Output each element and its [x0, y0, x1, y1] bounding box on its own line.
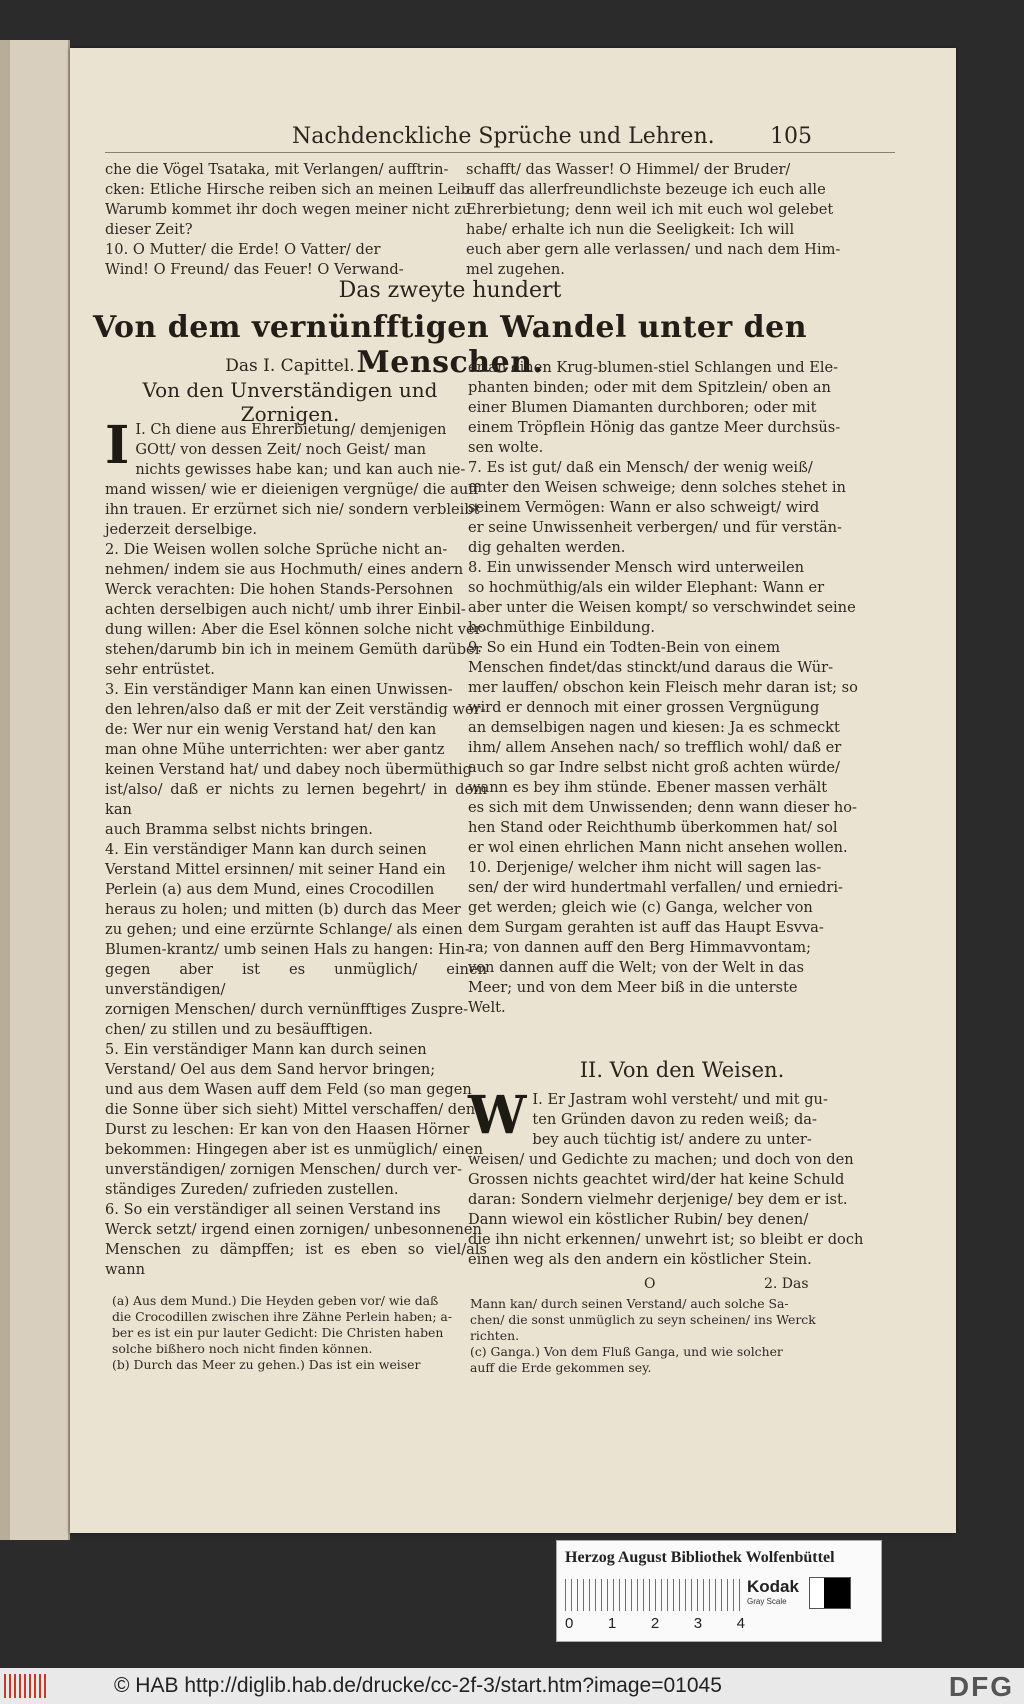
gray-swatch — [809, 1577, 851, 1609]
catchword: 2. Das — [764, 1276, 809, 1292]
right-column-section-two — [468, 1085, 896, 1270]
footnotes-right: Mann kan/ durch seinen Verstand/ auch solche Sa- chen/ die sonst unmüglich zu seyn scheinen/ ins Werck richten. (c) Ganga.) Von dem Fluß Ganga, und wie solcher auff die Erde gekommen sey. — [470, 1296, 816, 1375]
ruler-scale — [565, 1579, 745, 1611]
chapter-label: Das I. Capittel. — [225, 356, 355, 376]
footer-bar — [0, 1668, 1024, 1704]
chapter-heading — [105, 356, 475, 426]
ruler-number: 1 — [607, 1615, 617, 1632]
left-column-body: I. Ch diene aus Ehrerbietung/ demjenigen GOtt/ von dessen Zeit/ noch Geist/ man nichts gewisses habe kan; und kan auch nie- mand wissen/ wie er dieienigen vergnüge/ die auff ihn trauen. Er erzürnet sich nie/ sondern verbleibt jederzeit derselbige. 2. Die Weisen wollen solche Sprüche nicht an- nehmen/ indem sie aus Hochmuth/ eines andern Werck verachten: Die hohen Stands-Persohnen achten derselbigen auch nicht/ umb ihrer Einbil- dung willen: Aber die Esel können solche nicht ver- stehen/darumb bin ich in meinem Gemüth darüber sehr entrüstet. 3. Ein verständiger Mann kan einen Unwissen- den lehren/also daß er mit der Zeit verständig wer- de: Wer nur ein wenig Verstand hat/ den kan man ohne Mühe unterrichten: wer aber gantz keinen Verstand hat/ und dabey noch übermüthig ist/also/ daß er nichts zu lernen begehrt/ in dem kan auch Bramma selbst nichts bringen. 4. Ein verständiger Mann kan durch seinen Verstand Mittel ersinnen/ mit seiner Hand ein Perlein (a) aus dem Mund, eines Crocodillen heraus zu holen; und mitten (b) durch das Meer zu gehen; und eine erzürnte Schlange/ als einen Blumen-krantz/ umb seinen Hals zu hangen: Hin- gegen aber ist es unmüglich/ einen unverständigen/ zornigen Menschen/ durch vernünfftiges Zuspre- chen/ zu stillen und zu besäufftigen. 5. Ein verständiger Mann kan durch seinen Verstand/ Oel aus dem Sand hervor bringen; und aus dem Wasen auff dem Feld (so man gegen die Sonne über sich sieht) Mittel verschaffen/ den Durst zu leschen: Er kan von den Haasen Hörner bekommen: Hingegen aber ist es unmüglich/ einen unverständigen/ zornigen Menschen/ durch ver- ständiges Zureden/ zufrieden zustellen. 6. So ein verständiger all seinen Verstand ins Werck setzt/ irgend einen zornigen/ unbesonnenen Menschen zu dämpffen; ist es eben so viel/als wann — [105, 421, 487, 1278]
drop-cap-w: W — [468, 1085, 527, 1146]
ruler-number: 4 — [736, 1615, 745, 1632]
ruler-number: 2 — [650, 1615, 660, 1632]
footnotes-left: (a) Aus dem Mund.) Die Heyden geben vor/ wie daß die Crocodillen zwischen ihre Zähne Perlein haben; a- ber es ist ein pur lauter Gedicht: Die Christen haben solche bißhero noch nicht finden können. (b) Durch das Meer zu gehen.) Das ist ein weiser — [112, 1293, 453, 1372]
section-heading: II. Von den Weisen. — [579, 1058, 785, 1082]
page-number: 105 — [770, 124, 812, 149]
top-left-text: che die Vögel Tsataka, mit Verlangen/ aufftrin- cken: Etliche Hirsche reiben sich an meinen Leib: Warumb kommet ihr doch wegen meiner nicht zu dieser Zeit? 10. O Mutter/ die Erde! O Vatter/ der Wind! O Freund/ das Feuer! O Verwand- — [105, 161, 475, 278]
signature-mark: O — [644, 1276, 656, 1292]
color-calibration-card — [556, 1540, 882, 1642]
ruler-numbers — [565, 1615, 745, 1632]
ruler-number: 0 — [565, 1615, 574, 1632]
kodak-logo: Kodak — [747, 1577, 799, 1596]
left-column-text — [105, 415, 487, 1280]
page-edge-shadow — [0, 40, 10, 1540]
dfg-logo: DFG — [948, 1671, 1014, 1702]
right-column-text: er an einen Krug-blumen-stiel Schlangen und Ele- phanten binden; oder mit dem Spitzlein/ oben an einer Blumen Diamanten durchboren; oder mit einem Tröpflein Hönig das gantze Meer durchsüs- sen wolte. 7. Es ist gut/ daß ein Mensch/ der wenig weiß/ unter den Weisen schweige; denn solches stehet in seinem Vermögen: Wann er also schweigt/ wird er seine Unwissenheit verbergen/ und für verstän- dig gehalten werden. 8. Ein unwissender Mensch wird unterweilen so hochmüthig/als ein wilder Elephant: Wann er aber unter die Weisen kompt/ so verschwindet seine hochmüthige Einbildung. 9. So ein Hund ein Todten-Bein von einem Menschen findet/das stinckt/und daraus die Wür- mer lauffen/ obschon kein Fleisch mehr daran ist; so wird er dennoch mit einer grossen Vergnügung an demselbigen nagen und kiesen: Ja es schmeckt ihm/ allem Ansehen nach/ so trefflich wohl/ daß er auch so gar Indre selbst nicht groß achten würde/ wann es bey ihm stünde. Ebener massen verhält es sich mit dem Unwissenden; denn wann dieser ho- hen Stand oder Reichthumb überkommen hat/ sol er wol einen ehrlichen Mann nicht ansehen wollen. 10. Derjenige/ welcher ihm nicht will sagen las- sen/ der wird hundertmahl verfallen/ und erniedri- get werden; gleich wie (c) Ganga, welcher von dem Surgam gerahten ist auff das Haupt Esvva- ra; von dannen auff den Berg Himmavvontam; von dannen auff die Welt; von der Welt in das Meer; und von dem Meer biß in die unterste Welt. — [468, 359, 858, 1016]
section-two-body: I. Er Jastram wohl versteht/ und mit gu- ten Gründen davon zu reden weiß; da- bey auch tüchtig ist/ andere zu unter- weisen/ und Gedichte zu machen; und doch von den Grossen nichts geachtet wird/der hat keine Schuld daran: Sondern vielmehr derjenige/ bey dem er ist. Dann wiewol ein köstlicher Rubin/ bey denen/ die ihn nicht erkennen/ unwehrt ist; so bleibt er doch einen weg als den andern ein köstlicher Stein. — [468, 1091, 864, 1268]
drop-cap: I — [105, 415, 130, 476]
head-rule — [105, 152, 895, 153]
gray-scale-label: Gray Scale — [747, 1597, 787, 1606]
part-title: Von dem vernünfftigen Wandel unter den Menschen. — [92, 310, 808, 380]
book-page — [70, 48, 956, 1533]
facing-page-edge — [0, 40, 70, 1540]
ruler-number: 3 — [693, 1615, 703, 1632]
top-right-text: schafft/ das Wasser! O Himmel/ der Bruder/ auff das allerfreundlichste bezeuge ich euch alle Ehrerbietung; denn weil ich mit euch wol gelebet habe/ erhalte ich nun die Seeligkeit: Ich will euch aber gern alle verlassen/ und nach dem Him- mel zugehen. — [466, 161, 841, 278]
source-url[interactable]: © HAB http://diglib.hab.de/drucke/cc-2f-3/start.htm?image=01045 — [114, 1674, 722, 1697]
part-heading: Das zweyte hundert — [338, 278, 562, 303]
barcode-icon — [4, 1674, 48, 1698]
running-title: Nachdenckliche Sprüche und Lehren. — [292, 124, 715, 149]
library-name: Herzog August Bibliothek Wolfenbüttel — [565, 1549, 835, 1566]
chapter-title: Von den Unverständigen und Zornigen. — [142, 378, 438, 426]
